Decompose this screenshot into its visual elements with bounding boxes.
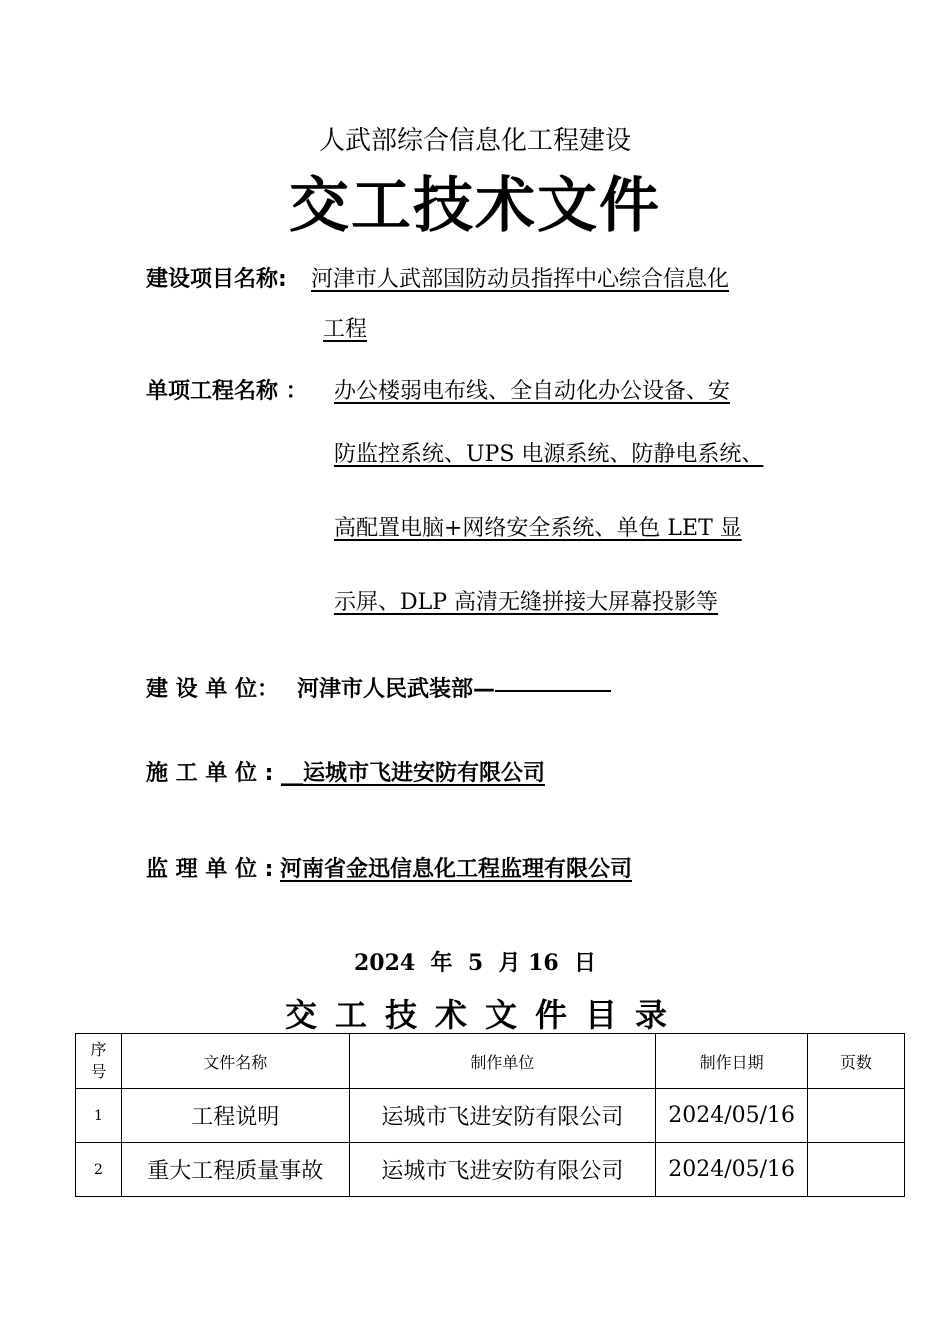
- toc-header-row: [76, 1034, 905, 1089]
- row-unit: 运城市飞进安防有限公司: [349, 1143, 656, 1197]
- row-date: 2024/05/16: [656, 1089, 808, 1143]
- document-subtitle: 人武部综合信息化工程建设: [318, 126, 631, 156]
- supervisor-value: 河南省金迅信息化工程监理有限公司: [280, 857, 633, 882]
- project-name-line-1: 河津市人武部国防动员指挥中心综合信息化: [311, 267, 730, 292]
- single-project-label: 单项工程名称 ：: [146, 379, 308, 404]
- row-date: 2024/05/16: [656, 1143, 808, 1197]
- document-date: 2024 年 5 月 16 日: [353, 950, 597, 976]
- contractor-label: 施 工 单 位 :: [146, 761, 274, 786]
- builder-value: [297, 672, 611, 703]
- toc-title: 交工技术文件目录: [284, 996, 685, 1034]
- header-pages: 页数: [808, 1034, 905, 1089]
- header-date: 制作日期: [656, 1034, 808, 1089]
- contractor-value: __运城市飞进安防有限公司: [281, 761, 546, 786]
- builder-value-text: 河津市人民武装部—: [297, 677, 496, 702]
- header-name: 文件名称: [121, 1034, 349, 1089]
- project-name-line-2: 工程: [323, 317, 368, 342]
- row-name: 重大工程质量事故: [121, 1143, 349, 1197]
- document-title: 交工技术文件: [289, 171, 661, 241]
- table-row: [76, 1089, 905, 1143]
- row-name: 工程说明: [121, 1089, 349, 1143]
- single-project-line-2: 防监控系统、UPS 电源系统、防静电系统、: [334, 442, 764, 467]
- supervisor-label: 监 理 单 位 :: [146, 857, 274, 882]
- single-project-line-1: 办公楼弱电布线、全自动化办公设备、安: [334, 379, 731, 404]
- header-unit: 制作单位: [349, 1034, 656, 1089]
- row-unit: 运城市飞进安防有限公司: [349, 1089, 656, 1143]
- header-index: 序号: [76, 1034, 122, 1089]
- single-project-line-3: 高配置电脑+网络安全系统、单色 LET 显: [334, 516, 742, 541]
- builder-label: 建 设 单 位：: [146, 677, 279, 702]
- row-index: 1: [76, 1089, 122, 1143]
- row-index: 2: [76, 1143, 122, 1197]
- table-row: [76, 1143, 905, 1197]
- builder-blank-line: [495, 689, 611, 692]
- row-pages: [808, 1143, 905, 1197]
- project-name-label: 建设项目名称:: [146, 267, 287, 292]
- toc-table: [75, 1033, 905, 1197]
- single-project-line-4: 示屏、DLP 高清无缝拼接大屏幕投影等: [334, 590, 719, 615]
- row-pages: [808, 1089, 905, 1143]
